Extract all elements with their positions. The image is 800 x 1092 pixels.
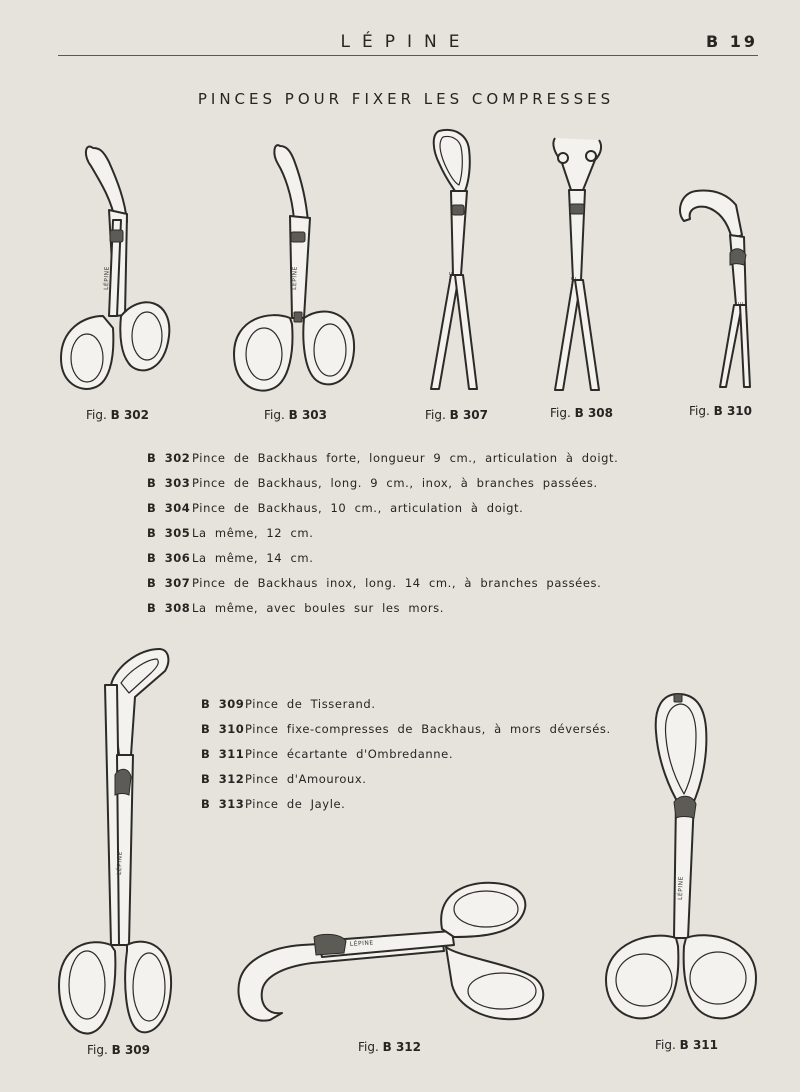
item-code: B 307 bbox=[147, 576, 191, 590]
item-text: Pince de Tisserand. bbox=[245, 697, 376, 711]
item-text: Pince de Backhaus, long. 9 cm., inox, à branches passées. bbox=[192, 476, 598, 490]
figure-caption: Fig. B 303 bbox=[264, 408, 327, 422]
brand-header: LÉPINE bbox=[340, 32, 472, 52]
ombredanne-forceps-icon bbox=[600, 690, 760, 1030]
item-text: Pince écartante d'Ombredanne. bbox=[245, 747, 454, 761]
header-rule bbox=[58, 55, 758, 56]
list-item bbox=[201, 772, 611, 797]
item-code: B 310 bbox=[201, 722, 245, 736]
list-item bbox=[201, 797, 611, 822]
item-code: B 312 bbox=[201, 772, 245, 786]
list-item bbox=[147, 501, 618, 526]
item-code: B 308 bbox=[147, 601, 191, 615]
list-item bbox=[147, 551, 618, 576]
engraving-label: LÉPINE bbox=[349, 939, 374, 948]
list-item bbox=[147, 526, 618, 551]
reflected-jaw-forceps-icon bbox=[676, 185, 756, 391]
figure-caption: Fig. B 311 bbox=[655, 1038, 718, 1052]
item-code: B 302 bbox=[147, 451, 191, 465]
engraving-label: LÉPINE bbox=[116, 851, 124, 876]
figure-caption: Fig. B 310 bbox=[689, 404, 752, 418]
backhaus-forceps-icon bbox=[55, 140, 175, 398]
item-text: Pince de Jayle. bbox=[245, 797, 346, 811]
ball-tip-forceps-icon bbox=[545, 130, 615, 394]
engraving-label: LÉPINE bbox=[677, 876, 685, 901]
page-number: B 19 bbox=[705, 32, 758, 51]
item-text: La même, avec boules sur les mors. bbox=[192, 601, 445, 615]
figure-caption: Fig. B 307 bbox=[425, 408, 488, 422]
engraving-label: LÉPINE bbox=[103, 266, 111, 291]
item-text: La même, 14 cm. bbox=[192, 551, 314, 565]
list-item bbox=[147, 601, 618, 626]
tisserand-forceps-icon bbox=[55, 645, 180, 1040]
item-code: B 305 bbox=[147, 526, 191, 540]
figure-caption: Fig. B 308 bbox=[550, 406, 613, 420]
item-code: B 304 bbox=[147, 501, 191, 515]
list-item bbox=[147, 451, 618, 476]
item-text: Pince fixe-compresses de Backhaus, à mors déversés. bbox=[245, 722, 611, 736]
amouroux-forceps-icon bbox=[232, 875, 552, 1030]
item-code: B 313 bbox=[201, 797, 245, 811]
list-item bbox=[201, 747, 611, 772]
list-item bbox=[147, 476, 618, 501]
item-code: B 311 bbox=[201, 747, 245, 761]
item-code: B 306 bbox=[147, 551, 191, 565]
item-list-top bbox=[147, 451, 618, 626]
list-item bbox=[147, 576, 618, 601]
item-text: Pince de Backhaus, 10 cm., articulation à doigt. bbox=[192, 501, 524, 515]
long-backhaus-forceps-icon bbox=[425, 125, 485, 393]
item-code: B 309 bbox=[201, 697, 245, 711]
figure-caption: Fig. B 302 bbox=[86, 408, 149, 422]
item-code: B 303 bbox=[147, 476, 191, 490]
list-item bbox=[201, 722, 611, 747]
item-text: Pince de Backhaus forte, longueur 9 cm., articulation à doigt. bbox=[192, 451, 619, 465]
figure-caption: Fig. B 312 bbox=[358, 1040, 421, 1054]
figure-caption: Fig. B 309 bbox=[87, 1043, 150, 1057]
section-title: PINCES POUR FIXER LES COMPRESSES bbox=[197, 90, 615, 108]
item-text: La même, 12 cm. bbox=[192, 526, 314, 540]
item-text: Pince de Backhaus inox, long. 14 cm., à branches passées. bbox=[192, 576, 602, 590]
list-item bbox=[201, 697, 611, 722]
engraving-label: LÉPINE bbox=[291, 266, 299, 291]
item-list-bottom bbox=[201, 697, 611, 822]
item-text: Pince d'Amouroux. bbox=[245, 772, 367, 786]
backhaus-forceps-icon bbox=[230, 140, 360, 398]
